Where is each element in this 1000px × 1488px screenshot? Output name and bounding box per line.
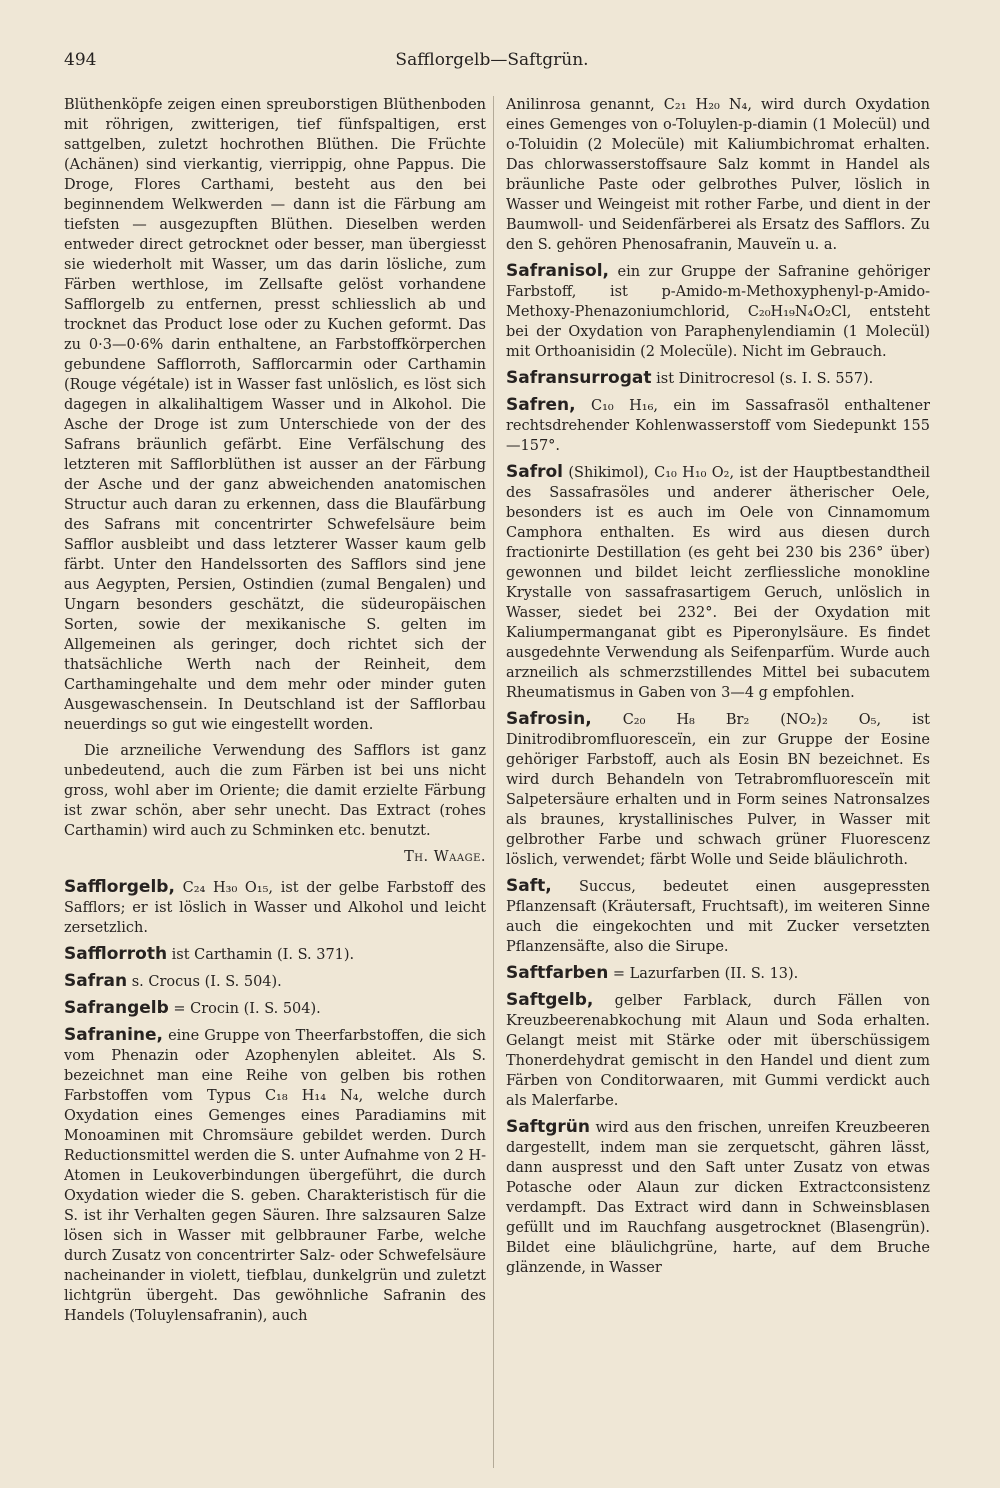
headword-saftgelb: Saftgelb, <box>506 990 594 1010</box>
entry-text-safrol: (Shikimol), C₁₀ H₁₀ O₂, ist der Hauptbestandtheil des Sassafrasöles und anderer ätherischer Oele, besonders ist es auch im Oele von Cinnamomum Camphora enthalten. Es wird aus diesen durch fractionirte Destillation (es geht bei 230 bis 236° über) gewonnen und bildet leicht zerfliessliche monokline Krystalle von sassafrasartigem Geruch, unlöslich in Wasser, siedet bei 232°. Bei der Oxydation mit Kaliumpermanganat gibt es Piperonylsäure. Es findet ausgedehnte Verwendung als Seifenparfüm. Wurde auch arzneilich als schmerzstillendes Mittel bei subacutem Rheumatismus in Gaben von 3—4 g empfohlen. <box>506 465 930 701</box>
author-signature-line <box>64 847 486 867</box>
entry-saftgruen <box>506 1117 930 1278</box>
page-number: 494 <box>64 50 97 70</box>
headword-safrol: Safrol <box>506 462 564 482</box>
headword-safrangelb: Safrangelb <box>64 998 169 1018</box>
entry-safran <box>64 971 486 992</box>
right-column <box>506 95 930 1474</box>
entry-text-safranisol: ein zur Gruppe der Safranine gehöriger Farbstoff, ist p-Amido-m-Methoxyphenyl-p-Amido-Methoxy-Phenazoniumchlorid, C₂₀H₁₉N₄O₂Cl, entsteht bei der Oxydation von Paraphenylendiamin (1 Molecül) mit Orthoanisidin (2 Molecüle). Nicht im Gebrauch. <box>506 264 930 360</box>
entry-text-safren: C₁₀ H₁₆, ein im Sassafrasöl enthaltener rechtsdrehender Kohlenwasserstoff vom Siedepunkt 155—157°. <box>506 398 930 454</box>
entry-safrosin <box>506 709 930 870</box>
entry-text-safranine: eine Gruppe von Theerfarbstoffen, die sich vom Phenazin oder Azophenylen ableitet. Als S. bezeichnet man eine Reihe von gelben bis rothen Farbstoffen vom Typus C₁₈ H₁₄ N₄, welche durch Oxydation eines Gemenges eines Paradiamins mit Monoaminen mit Chromsäure gebildet werden. Durch Reductionsmittel werden die S. unter Aufnahme von 2 H-Atomen in Leukoverbindungen übergeführt, die durch Oxydation wieder die S. geben. Charakteristisch für die S. ist ihr Verhalten gegen Säuren. Ihre salzsauren Salze lösen sich in Wasser mit gelbbrauner Farbe, welche durch Zusatz von concentrirter Salz- oder Schwefelsäure nacheinander in violett, tiefblau, dunkelgrün und zuletzt lichtgrün übergeht. Das gewöhnliche Safranin des Handels (Toluylensafranin), auch <box>64 1028 486 1324</box>
entry-text-safran: s. Crocus (I. S. 504). <box>131 974 282 990</box>
left-column <box>64 95 486 1474</box>
author-signature: Th. Waage. <box>404 849 486 865</box>
entry-safrangelb <box>64 998 486 1019</box>
entry-text-safflorroth: ist Carthamin (I. S. 371). <box>171 947 355 963</box>
entry-text-saftgelb: gelber Farblack, durch Fällen von Kreuzbeerenabkochung mit Alaun und Soda erhalten. Gelangt meist mit Stärke oder mit überschüssigem Thonerdehydrat gemischt in den Handel und dient zum Färben von Conditorwaaren, mit Gummi verdickt auch als Malerfarbe. <box>506 993 930 1109</box>
entry-saftfarben <box>506 963 930 984</box>
right-paragraph-1: Anilinrosa genannt, C₂₁ H₂₀ N₄, wird durch Oxydation eines Gemenges von o-Toluylen-p-diamin (1 Molecül) und o-Toluidin (2 Molecüle) mit Kaliumbichromat erhalten. Das chlorwasserstoffsaure Salz kommt in Handel als bräunliche Paste oder gelbrothes Pulver, löslich in Wasser und Weingeist mit rother Farbe, und dient in der Baumwoll- und Seidenfärberei als Ersatz des Safflors. Zu den S. gehören Phenosafranin, Mauveïn u. a. <box>506 97 930 253</box>
headword-safrosin: Safrosin, <box>506 709 592 729</box>
headword-safflorroth: Safflorroth <box>64 944 168 964</box>
left-paragraph-2: Die arzneiliche Verwendung des Safflors ist ganz unbedeutend, auch die zum Färben ist bei uns nicht gross, wohl aber im Oriente; die damit erzielte Färbung ist zwar schön, aber sehr unecht. Das Extract (rohes Carthamin) wird auch zu Schminken etc. benutzt. <box>64 743 486 839</box>
entry-safransurrogat <box>506 368 930 389</box>
entry-saftgelb <box>506 990 930 1111</box>
headword-safren: Safren, <box>506 395 576 415</box>
headword-safran: Safran <box>64 971 128 991</box>
left-paragraph-1: Blüthenköpfe zeigen einen spreuborstigen Blüthenboden mit röhrigen, zwitterigen, tief fünfspaltigen, erst sattgelben, zuletzt hochrothen Blüthen. Die Früchte (Achänen) sind vierkantig, vierrippig, ohne Pappus. Die Droge, Flores Carthami, besteht aus den bei beginnendem Welkwerden — dann ist die Färbung am tiefsten — ausgezupften Blüthen. Dieselben werden entweder direct getrocknet oder besser, man übergiesst sie wiederholt mit Wasser, um das darin lösliche, zum Färben werthlose, im Zellsafte gelöst vorhandene Safflorgelb zu entfernen, presst schliesslich ab und trocknet das Product lose oder zu Kuchen geformt. Das zu 0·3—0·6% darin enthaltene, an Farbstoffkörperchen gebundene Safflorroth, Safflorcarmin oder Carthamin (Rouge végétale) ist in Wasser fast unlöslich, es löst sich dagegen in alkalihaltigem Wasser und in Alkohol. Die Asche der Droge ist zum Unterschiede von der des Safrans bräunlich gefärbt. Eine Verfälschung des letzteren mit Safflorblüthen ist ausser an der Färbung der Asche und der ganz abweichenden anatomischen Structur auch daran zu erkennen, dass die Blaufärbung des Safrans mit concentrirter Schwefelsäure beim Safflor ausbleibt und dass letzterer Wasser kaum gelb färbt. Unter den Handelssorten des Safflors sind jene aus Aegypten, Persien, Ostindien (zumal Bengalen) und Ungarn besonders geschätzt, die südeuropäischen Sorten, sowie der mexikanische S. gelten im Allgemeinen als geringer, doch richtet sich der thatsächliche Werth nach der Reinheit, dem Carthamingehalte und dem mehr oder minder guten Ausgewaschensein. In Deutschland ist der Safflorbau neuerdings so gut wie eingestellt worden. <box>64 97 486 733</box>
entry-text-saftgruen: wird aus den frischen, unreifen Kreuzbeeren dargestellt, indem man sie zerquetscht, gähren lässt, dann auspresst und den Saft unter Zusatz von etwas Potasche oder Alaun zur dicken Extractconsistenz verdampft. Das Extract wird dann in Schweinsblasen gefüllt und im Rauchfang ausgetrocknet (Blasengrün). Bildet eine bläulichgrüne, harte, auf dem Bruche glänzende, in Wasser <box>506 1120 930 1276</box>
headword-safransurrogat: Safransurrogat <box>506 368 652 388</box>
entry-safflorroth <box>64 944 486 965</box>
entry-text-safransurrogat: ist Dinitrocresol (s. I. S. 557). <box>656 371 874 387</box>
headword-saftfarben: Saftfarben <box>506 963 609 983</box>
entry-text-saftfarben: = Lazurfarben (II. S. 13). <box>612 966 799 982</box>
entry-text-safflorgelb: C₂₄ H₃₀ O₁₅, ist der gelbe Farbstoff des Safflors; er ist löslich in Wasser und Alkohol und leicht zersetzlich. <box>64 880 486 936</box>
entry-text-saft: Succus, bedeutet einen ausgepressten Pflanzensaft (Kräutersaft, Fruchtsaft), im weiteren Sinne auch die eingekochten und mit Zucker versetzten Pflanzensäfte, also die Sirupe. <box>506 879 930 955</box>
running-head: Safflorgelb—Saftgrün. <box>395 50 589 70</box>
entry-saft <box>506 876 930 957</box>
entry-safflorgelb <box>64 877 486 938</box>
entry-text-safrosin: C₂₀ H₈ Br₂ (NO₂)₂ O₅, ist Dinitrodibromfluoresceïn, ein zur Gruppe der Eosine gehöriger Farbstoff, auch als Eosin BN bezeichnet. Es wird durch Behandeln von Tetrabromfluoresceïn mit Salpetersäure erhalten und in Form seines Natronsalzes als braunes, krystallinisches Pulver, in Wasser mit gelbrother Farbe und schwach grüner Fluorescenz löslich, verwendet; färbt Wolle und Seide bläulichroth. <box>506 712 930 868</box>
page-header <box>64 50 920 80</box>
headword-saftgruen: Saftgrün <box>506 1117 590 1137</box>
column-divider <box>493 96 494 1468</box>
entry-text-safrangelb: = Crocin (I. S. 504). <box>173 1001 321 1017</box>
entry-safranine <box>64 1025 486 1326</box>
entry-safren <box>506 395 930 456</box>
headword-safflorgelb: Safflorgelb, <box>64 877 175 897</box>
headword-safranisol: Safranisol, <box>506 261 609 281</box>
headword-safranine: Safranine, <box>64 1025 163 1045</box>
entry-safranisol <box>506 261 930 362</box>
headword-saft: Saft, <box>506 876 552 896</box>
entry-safrol <box>506 462 930 703</box>
